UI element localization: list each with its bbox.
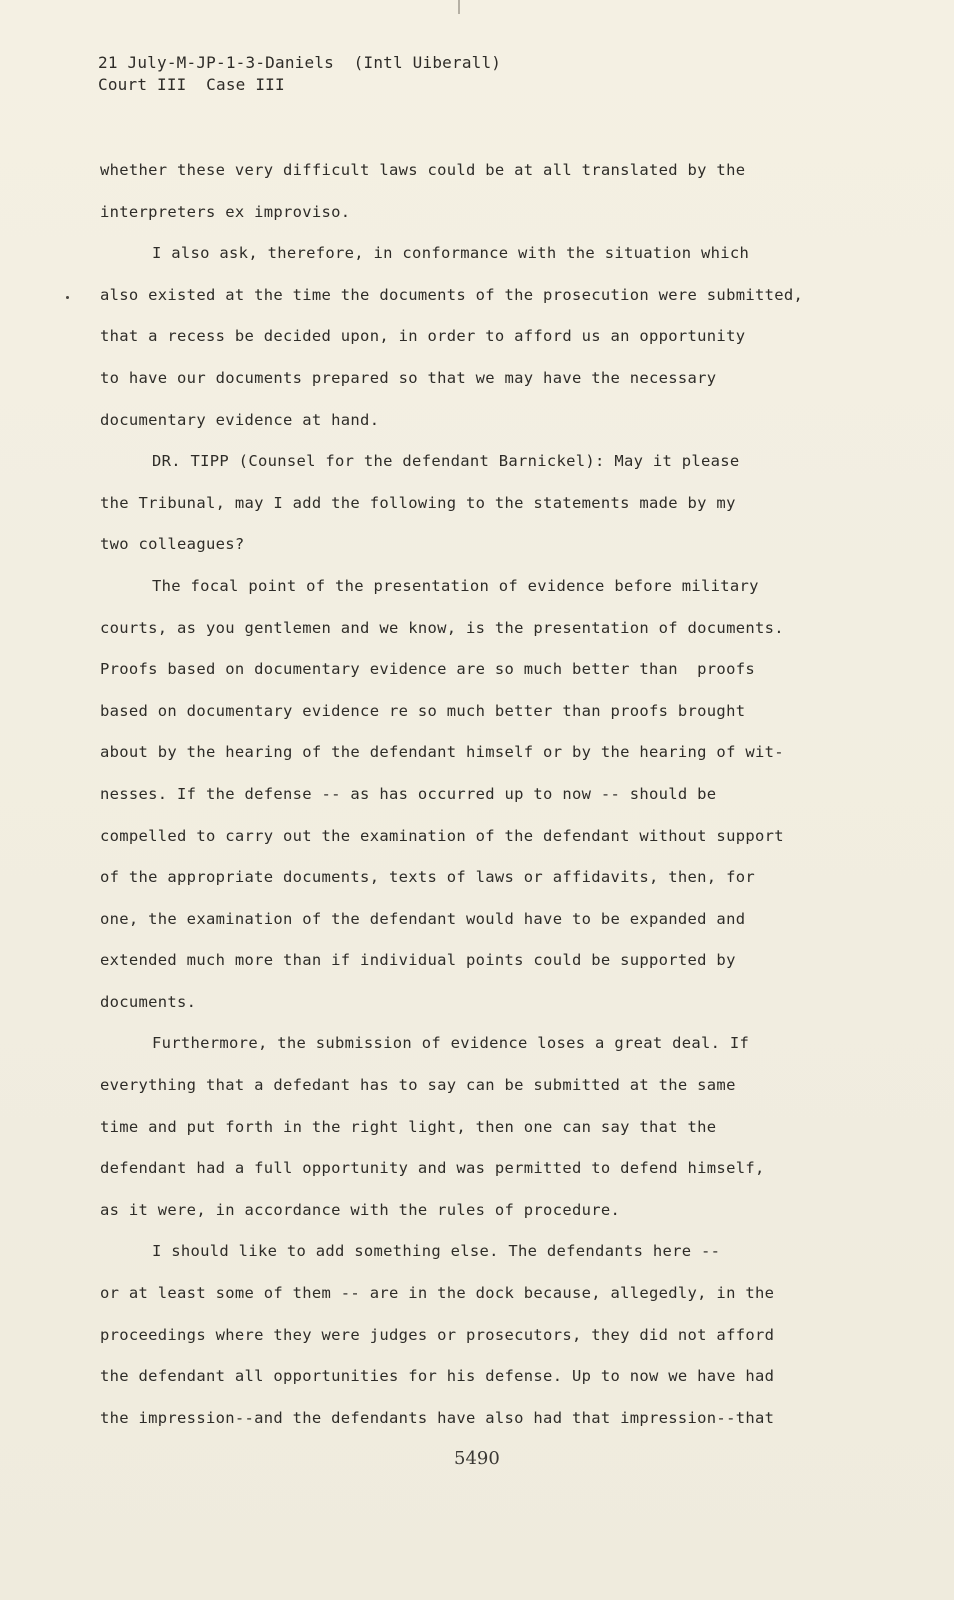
page-number: 5490 bbox=[454, 1448, 500, 1469]
text-line: or at least some of them -- are in the dock because, allegedly, in the bbox=[100, 1284, 775, 1303]
transcript-body bbox=[100, 150, 840, 1439]
text-line: to have our documents prepared so that we may have the necessary bbox=[100, 368, 717, 387]
text-line: compelled to carry out the examination of the defendant without support bbox=[100, 826, 784, 845]
text-line: nesses. If the defense -- as has occurred up to now -- should be bbox=[100, 784, 717, 803]
text-line: time and put forth in the right light, then one can say that the bbox=[100, 1117, 717, 1136]
text-line: Furthermore, the submission of evidence loses a great deal. If bbox=[152, 1034, 750, 1053]
header-line-2: Court III Case III bbox=[98, 75, 285, 94]
text-line: whether these very difficult laws could be at all translated by the bbox=[100, 161, 746, 179]
text-line: based on documentary evidence re so much better than proofs brought bbox=[100, 701, 746, 720]
text-line: also existed at the time the documents of the prosecution were submitted, bbox=[100, 285, 804, 304]
text-line: The focal point of the presentation of evidence before military bbox=[152, 576, 759, 595]
text-line: about by the hearing of the defendant himself or by the hearing of wit- bbox=[100, 743, 784, 762]
text-line: proceedings where they were judges or prosecutors, they did not afford bbox=[100, 1325, 775, 1344]
staple-mark bbox=[458, 0, 460, 14]
text-line: Proofs based on documentary evidence are so much better than proofs bbox=[100, 660, 755, 679]
text-line: the Tribunal, may I add the following to the statements made by my bbox=[100, 493, 736, 512]
text-line: one, the examination of the defendant would have to be expanded and bbox=[100, 909, 746, 928]
text-line: extended much more than if individual points could be supported by bbox=[100, 951, 736, 970]
text-line: defendant had a full opportunity and was permitted to defend himself, bbox=[100, 1159, 765, 1178]
text-line: courts, as you gentlemen and we know, is the presentation of documents. bbox=[100, 618, 784, 637]
header-line-1: 21 July-M-JP-1-3-Daniels (Intl Uiberall) bbox=[98, 53, 502, 72]
text-line: DR. TIPP (Counsel for the defendant Barnickel): May it please bbox=[152, 452, 740, 471]
text-line: documentary evidence at hand. bbox=[100, 410, 380, 429]
text-line: of the appropriate documents, texts of laws or affidavits, then, for bbox=[100, 868, 755, 887]
text-line: the defendant all opportunities for his defense. Up to now we have had bbox=[100, 1367, 775, 1386]
text-line: the impression--and the defendants have also had that impression--that bbox=[100, 1408, 775, 1427]
text-line: I also ask, therefore, in conformance with the situation which bbox=[152, 244, 750, 263]
text-line: as it were, in accordance with the rules of procedure. bbox=[100, 1200, 621, 1219]
margin-dot bbox=[66, 296, 69, 299]
text-line: everything that a defedant has to say can be submitted at the same bbox=[100, 1076, 736, 1095]
text-line: that a recess be decided upon, in order to afford us an opportunity bbox=[100, 327, 746, 346]
text-line: I should like to add something else. The defendants here -- bbox=[152, 1242, 721, 1261]
text-line: documents. bbox=[100, 992, 197, 1011]
text-line: two colleagues? bbox=[100, 535, 245, 554]
document-header bbox=[98, 52, 501, 96]
text-line: interpreters ex improviso. bbox=[100, 202, 351, 221]
